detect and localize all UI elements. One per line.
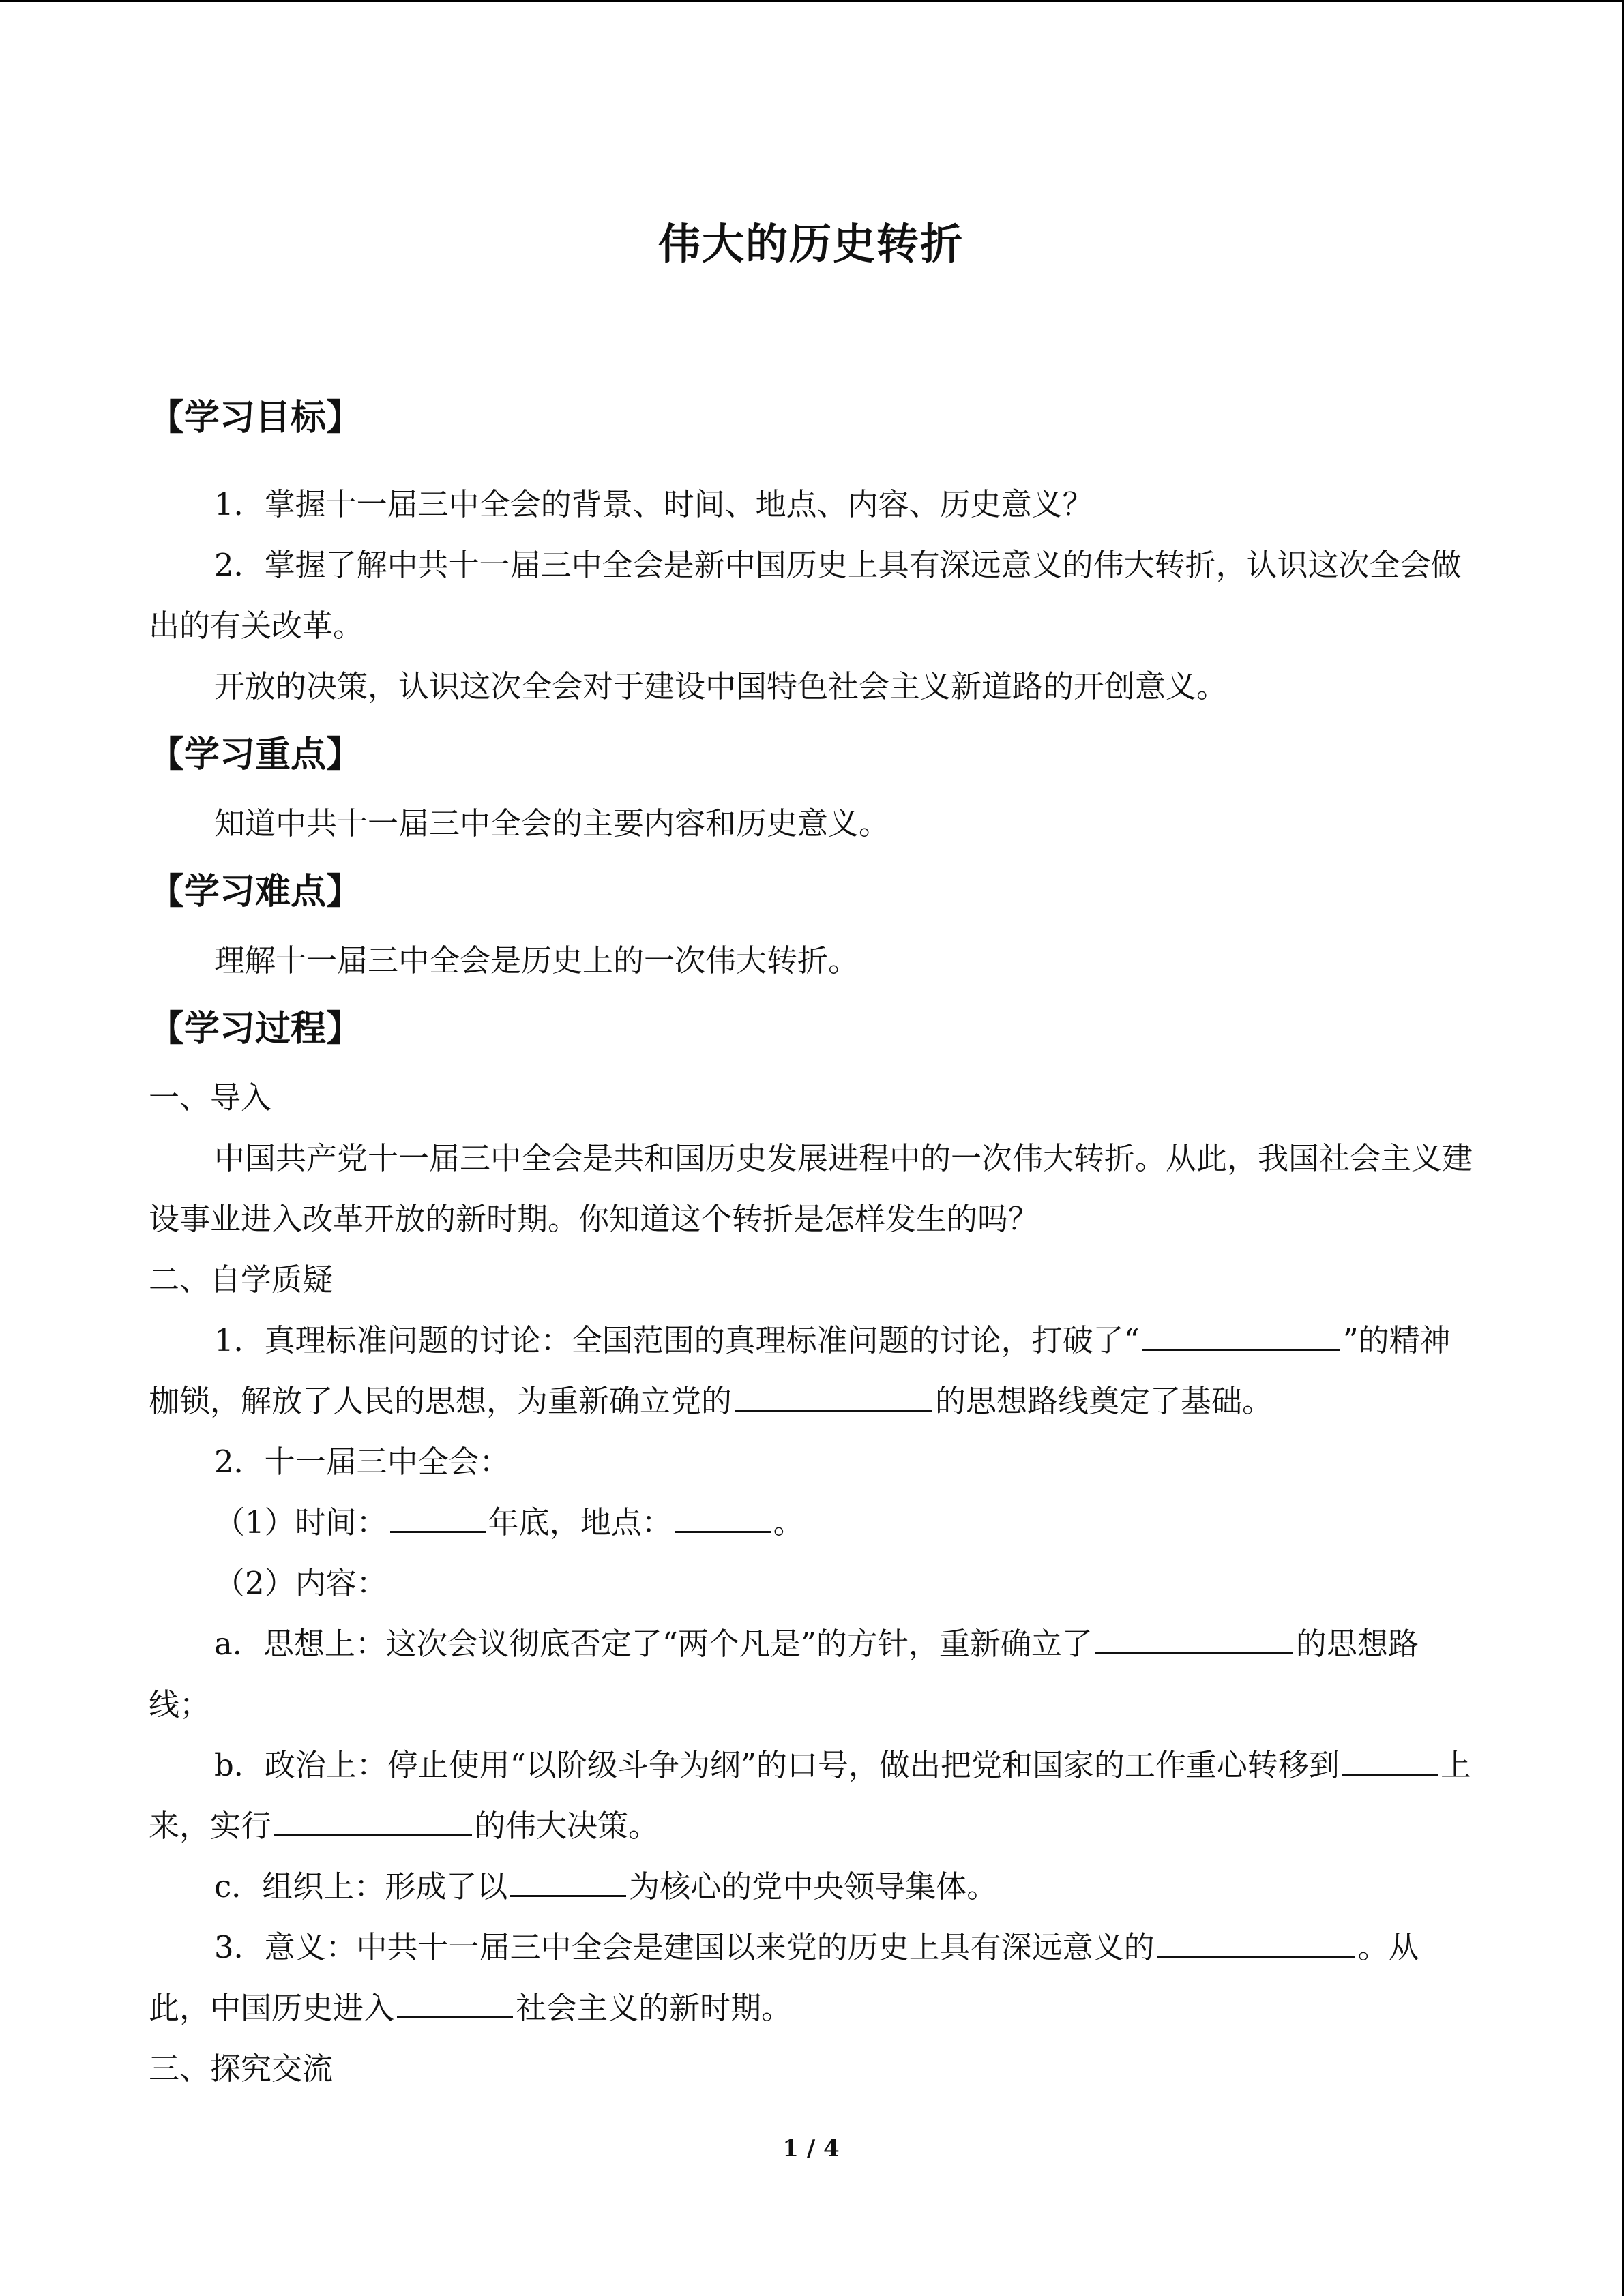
intro-text: 中国共产党十一届三中全会是共和国历史发展进程中的一次伟大转折。从此，我国社会主义建设事业进入改革开放的新时期。你知道这个转折是怎样发生的吗？ [149,1140,1473,1237]
heading-learning-goals: 【学习目标】 [149,398,362,438]
fill-blank[interactable] [274,1803,472,1836]
difficulties-text: 理解十一届三中全会是历史上的一次伟大转折。 [214,942,859,979]
heading-difficulties: 【学习难点】 [149,871,362,912]
goal-item-1: 1．掌握十一届三中全会的背景、时间、地点、内容、历史意义？ [214,486,1093,522]
self-study-title: 二、自学质疑 [149,1262,334,1298]
question-2-2: （2）内容： [214,1565,387,1601]
question-3 [149,1917,1473,2038]
question-c [149,1856,1473,1917]
page-number: 1 / 4 [782,2135,840,2162]
question-1-part-a: 1．真理标准问题的讨论：全国范围的真理标准问题的讨论，打破了“ [214,1322,1140,1358]
question-c-part-b: 为核心的党中央领导集体。 [629,1868,998,1905]
question-2: 2．十一届三中全会： [214,1444,510,1480]
question-3-part-c: 社会主义的新时期。 [516,1990,793,2026]
question-c-part-a: c．组织上：形成了以 [214,1868,508,1905]
goal-item-2: 2．掌握了解中共十一届三中全会是新中国历史上具有深远意义的伟大转折，认识这次全会做出的有关改革。 [149,547,1462,644]
question-2-1-part-a: （1）时间： [214,1504,387,1540]
question-b-part-a: b．政治上：停止使用“以阶级斗争为纲”的口号，做出把党和国家的工作重心转移到 [214,1747,1340,1783]
document-body [149,384,1473,2099]
fill-blank[interactable] [510,1864,626,1897]
fill-blank[interactable] [1095,1621,1293,1654]
question-2-1-part-c: 。 [773,1504,804,1540]
question-b [149,1735,1473,1856]
question-1 [149,1310,1473,1431]
intro-title: 一、导入 [149,1079,272,1116]
fill-blank[interactable] [1157,1924,1355,1958]
question-a-part-b: 的思想路线； [149,1626,1419,1723]
fill-blank[interactable] [675,1500,771,1533]
question-1-part-b: ”的精神枷锁，解放了人民的思想，为重新确立党的 [149,1322,1451,1419]
question-a [149,1613,1473,1735]
heading-key-points: 【学习重点】 [149,734,362,775]
question-2-1 [149,1492,1473,1553]
question-3-part-b: 。从此，中国历史进入 [149,1929,1419,2026]
fill-blank[interactable] [390,1500,486,1533]
question-b-part-b: 上来，实行 [149,1747,1471,1844]
question-b-part-c: 的伟大决策。 [475,1808,660,1844]
page-title: 伟大的历史转折 [658,219,964,269]
explore-title: 三、探究交流 [149,2051,334,2087]
key-points-text: 知道中共十一届三中全会的主要内容和历史意义。 [214,805,890,841]
fill-blank[interactable] [735,1378,932,1412]
goal-item-3: 开放的决策，认识这次全会对于建设中国特色社会主义新道路的开创意义。 [214,668,1228,704]
question-1-part-c: 的思想路线奠定了基础。 [935,1383,1273,1419]
fill-blank[interactable] [1142,1317,1340,1351]
question-2-1-part-b: 年底，地点： [488,1504,673,1540]
fill-blank[interactable] [1342,1742,1438,1776]
question-a-part-a: a．思想上：这次会议彻底否定了“两个凡是”的方针，重新确立了 [214,1626,1093,1662]
heading-learning-process: 【学习过程】 [149,1009,362,1049]
fill-blank[interactable] [397,1985,513,2018]
question-3-part-a: 3．意义：中共十一届三中全会是建国以来党的历史上具有深远意义的 [214,1929,1155,1965]
